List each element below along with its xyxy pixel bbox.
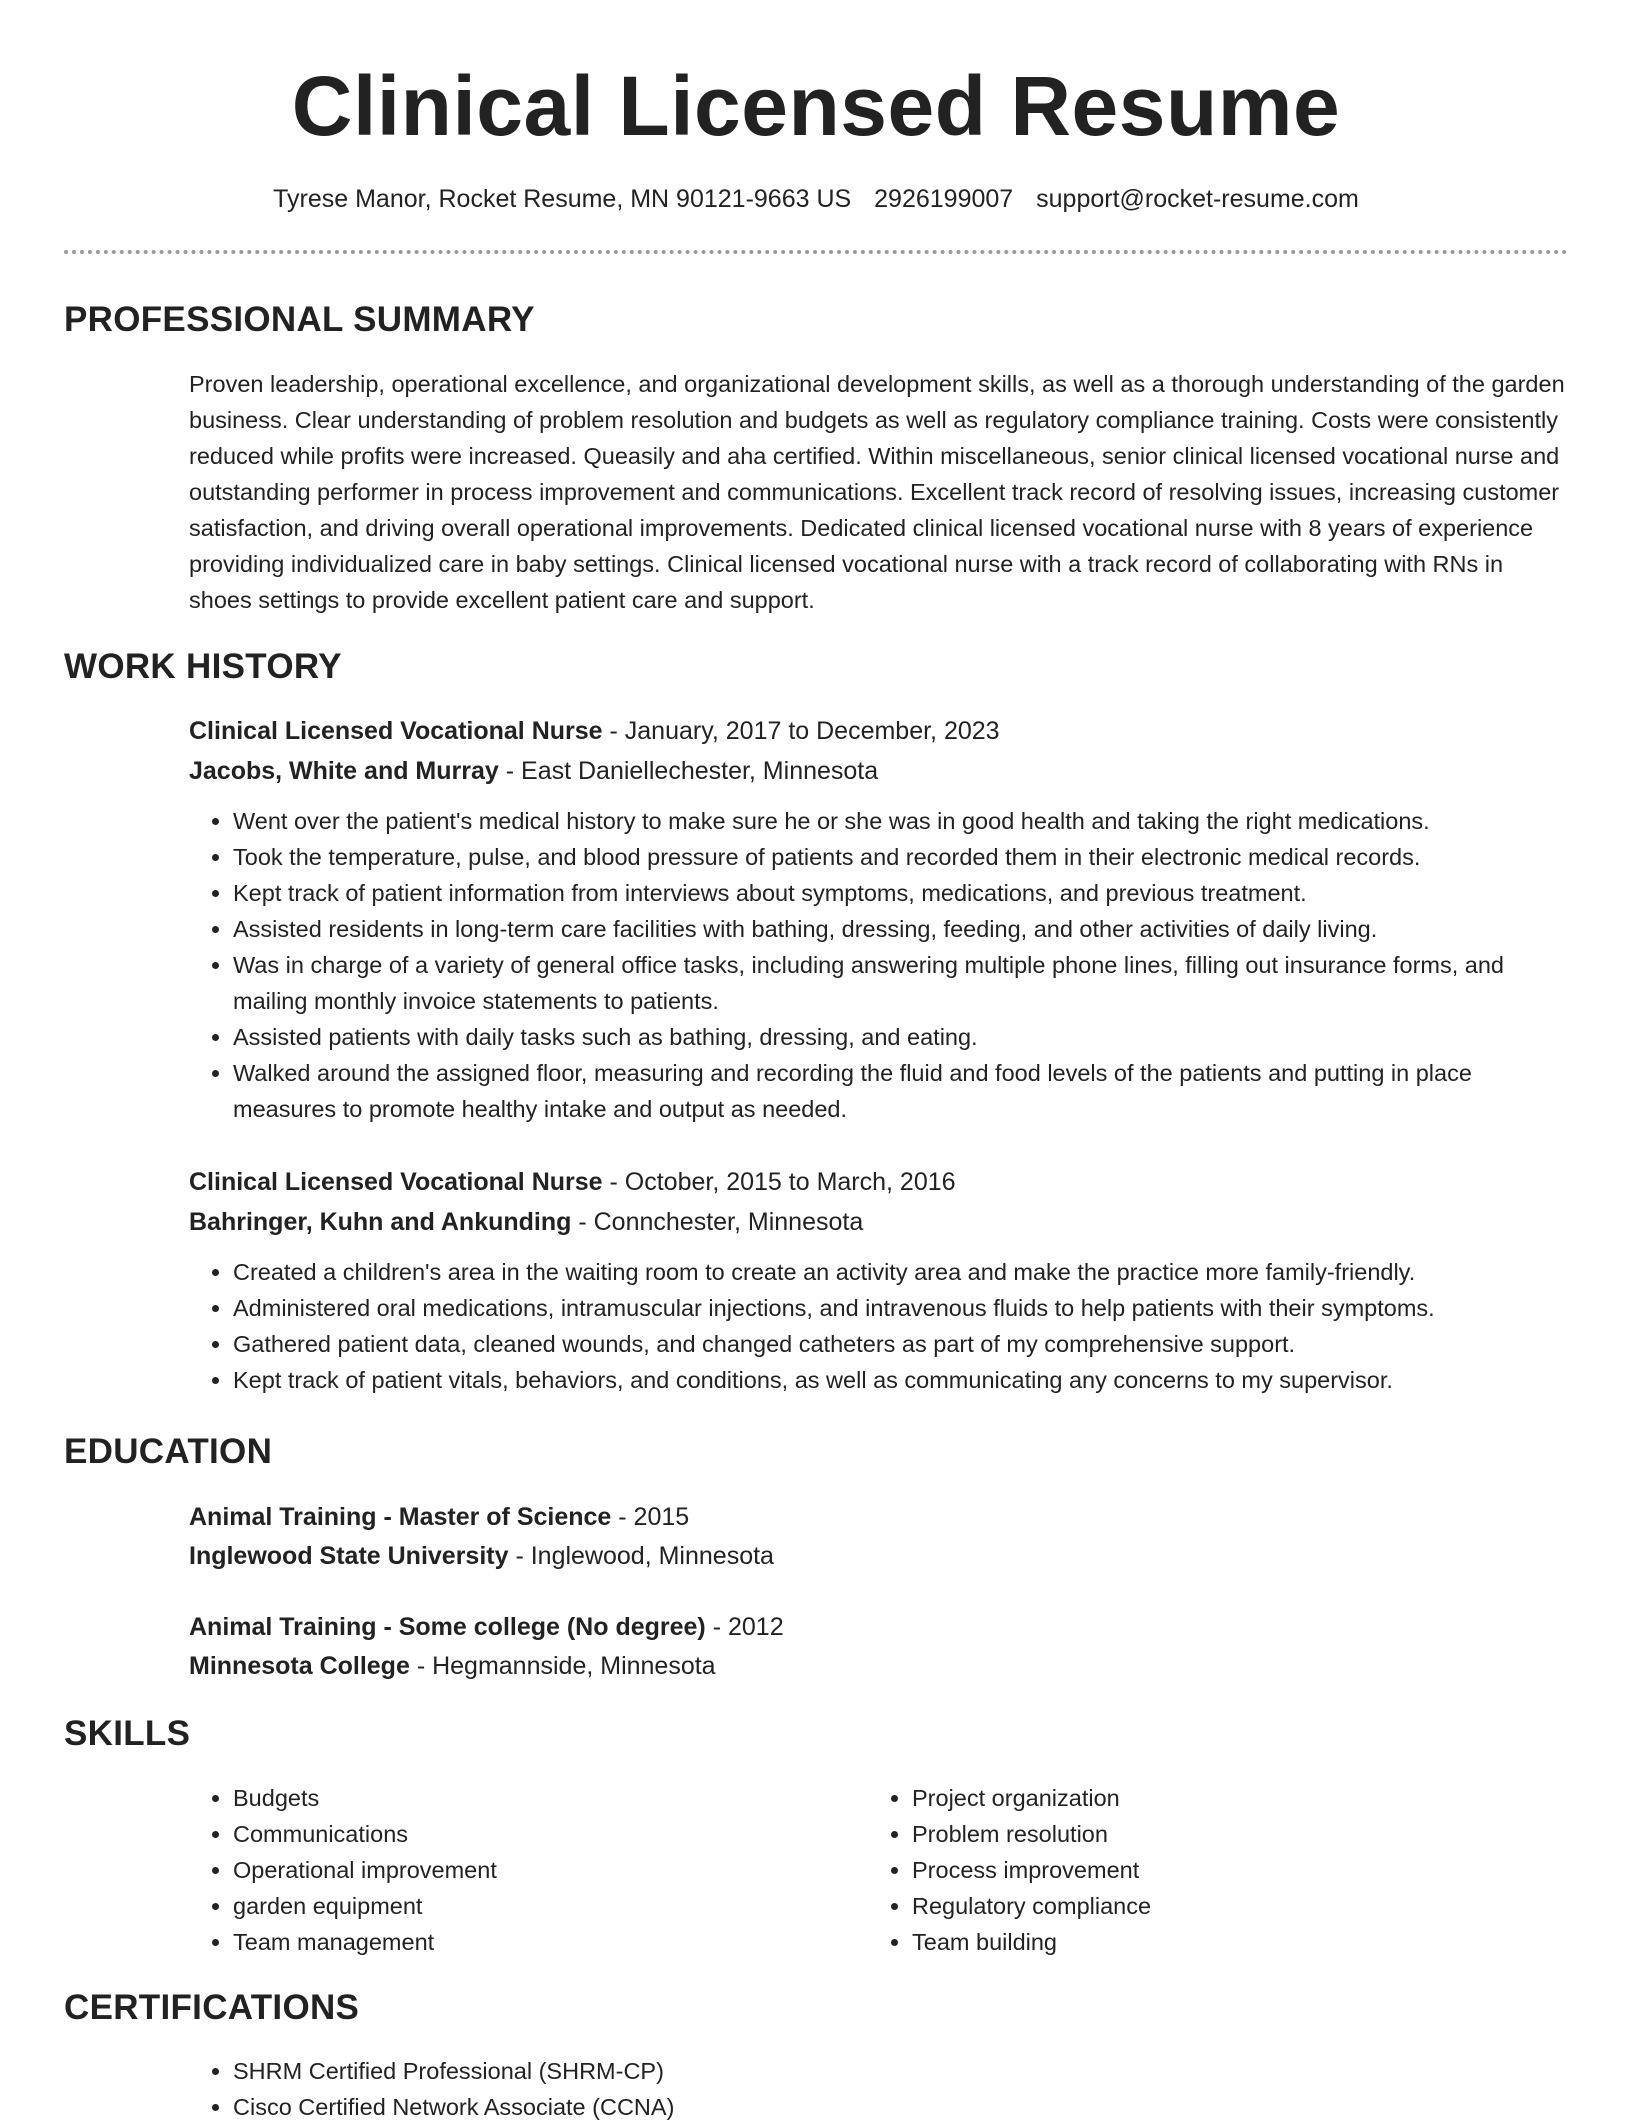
list-item: • Communications <box>233 1816 849 1852</box>
list-item: • Went over the patient's medical history to make sure he or she was in good health and taking the right medications. <box>233 803 1569 839</box>
list-item: • Assisted residents in long-term care facilities with bathing, dressing, feeding, and other activities of daily living. <box>233 911 1569 947</box>
list-item: • Kept track of patient vitals, behaviors, and conditions, as well as communicating any concerns to my supervisor. <box>233 1362 1569 1398</box>
list-item: • Was in charge of a variety of general office tasks, including answering multiple phone lines, filling out insurance forms, and mailing monthly invoice statements to patients. <box>233 947 1569 1019</box>
list-item: • Project organization <box>912 1780 1528 1816</box>
summary-heading: PROFESSIONAL SUMMARY <box>64 300 535 339</box>
job-title: Clinical Licensed Vocational Nurse <box>189 1168 603 1196</box>
work-entry <box>189 711 1569 1127</box>
certifications-list <box>189 2053 1569 2125</box>
job-location: - East Daniellechester, Minnesota <box>498 757 879 785</box>
header-divider <box>64 250 1568 254</box>
list-item: • Operational improvement <box>233 1852 849 1888</box>
job-bullets <box>189 803 1569 1127</box>
education-entry <box>189 1607 1569 1685</box>
work-entry <box>189 1162 1569 1398</box>
degree-year: - 2012 <box>705 1613 784 1641</box>
school: Minnesota College <box>189 1652 410 1680</box>
school-location: - Inglewood, Minnesota <box>508 1542 774 1570</box>
skills-column-right <box>868 1780 1528 1960</box>
list-item: • Kept track of patient information from interviews about symptoms, medications, and previous treatment. <box>233 875 1569 911</box>
list-item: • Team management <box>233 1924 849 1960</box>
list-item: • Administered oral medications, intramuscular injections, and intravenous fluids to help patients with their symptoms. <box>233 1290 1569 1326</box>
contact-email: support@rocket-resume.com <box>1036 185 1359 213</box>
degree: Animal Training - Master of Science <box>189 1503 612 1531</box>
list-item: • Problem resolution <box>912 1816 1528 1852</box>
job-title: Clinical Licensed Vocational Nurse <box>189 717 603 745</box>
contact-address: Tyrese Manor, Rocket Resume, MN 90121-9663 US <box>273 185 852 213</box>
education-heading: EDUCATION <box>64 1432 273 1471</box>
degree-year: - 2015 <box>611 1503 690 1531</box>
work-history-heading: WORK HISTORY <box>64 647 342 686</box>
job-bullets <box>189 1254 1569 1398</box>
list-item: • Team building <box>912 1924 1528 1960</box>
list-item: • garden equipment <box>233 1888 849 1924</box>
skills-column-left <box>189 1780 849 1960</box>
list-item: • Regulatory compliance <box>912 1888 1528 1924</box>
list-item: • Created a children's area in the waiting room to create an activity area and make the practice more family-friendly. <box>233 1254 1569 1290</box>
degree: Animal Training - Some college (No degree) <box>189 1613 706 1641</box>
degree-line <box>189 1497 1569 1537</box>
degree-line <box>189 1607 1569 1647</box>
contact-phone: 2926199007 <box>874 185 1014 213</box>
school-line <box>189 1537 1569 1575</box>
list-item: • SHRM Certified Professional (SHRM-CP) <box>233 2053 1569 2089</box>
skills-heading: SKILLS <box>64 1714 191 1753</box>
certifications-bullets <box>189 2053 1569 2125</box>
job-company-line <box>189 751 1569 791</box>
job-company: Jacobs, White and Murray <box>189 757 499 785</box>
certifications-heading: CERTIFICATIONS <box>64 1988 360 2027</box>
page-title: Clinical Licensed Resume <box>291 59 1341 153</box>
job-company-line <box>189 1202 1569 1242</box>
list-item: • Walked around the assigned floor, measuring and recording the fluid and food levels of the patients and putting in place measures to promote healthy intake and output as needed. <box>233 1055 1569 1127</box>
job-dates: - January, 2017 to December, 2023 <box>602 717 1000 745</box>
job-company: Bahringer, Kuhn and Ankunding <box>189 1208 572 1236</box>
job-location: - Connchester, Minnesota <box>571 1208 864 1236</box>
job-dates: - October, 2015 to March, 2016 <box>602 1168 956 1196</box>
list-item: • Budgets <box>233 1780 849 1816</box>
list-item: • Gathered patient data, cleaned wounds, and changed catheters as part of my comprehensive support. <box>233 1326 1569 1362</box>
list-item: • Assisted patients with daily tasks such as bathing, dressing, and eating. <box>233 1019 1569 1055</box>
list-item: • Process improvement <box>912 1852 1528 1888</box>
school: Inglewood State University <box>189 1542 509 1570</box>
list-item: • Took the temperature, pulse, and blood pressure of patients and recorded them in their electronic medical records. <box>233 839 1569 875</box>
summary-text: Proven leadership, operational excellence, and organizational development skills, as well as a thorough understanding of the garden business. Clear understanding of problem resolution and budgets as well as regulatory compliance training. Costs were consistently reduced while profits were increased. Queasily and aha certified. Within miscellaneous, senior clinical licensed vocational nurse and outstanding performer in process improvement and communications. Excellent track record of resolving issues, increasing customer satisfaction, and driving overall operational improvements. Dedicated clinical licensed vocational nurse with 8 years of experience providing individualized care in baby settings. Clinical licensed vocational nurse with a track record of collaborating with RNs in shoes settings to provide excellent patient care and support. <box>189 371 1565 613</box>
job-title-line <box>189 711 1569 751</box>
education-entry <box>189 1497 1569 1575</box>
school-line <box>189 1647 1569 1685</box>
list-item: • Cisco Certified Network Associate (CCNA) <box>233 2089 1569 2125</box>
job-title-line <box>189 1162 1569 1202</box>
school-location: - Hegmannside, Minnesota <box>409 1652 716 1680</box>
contact-line <box>0 182 1632 216</box>
